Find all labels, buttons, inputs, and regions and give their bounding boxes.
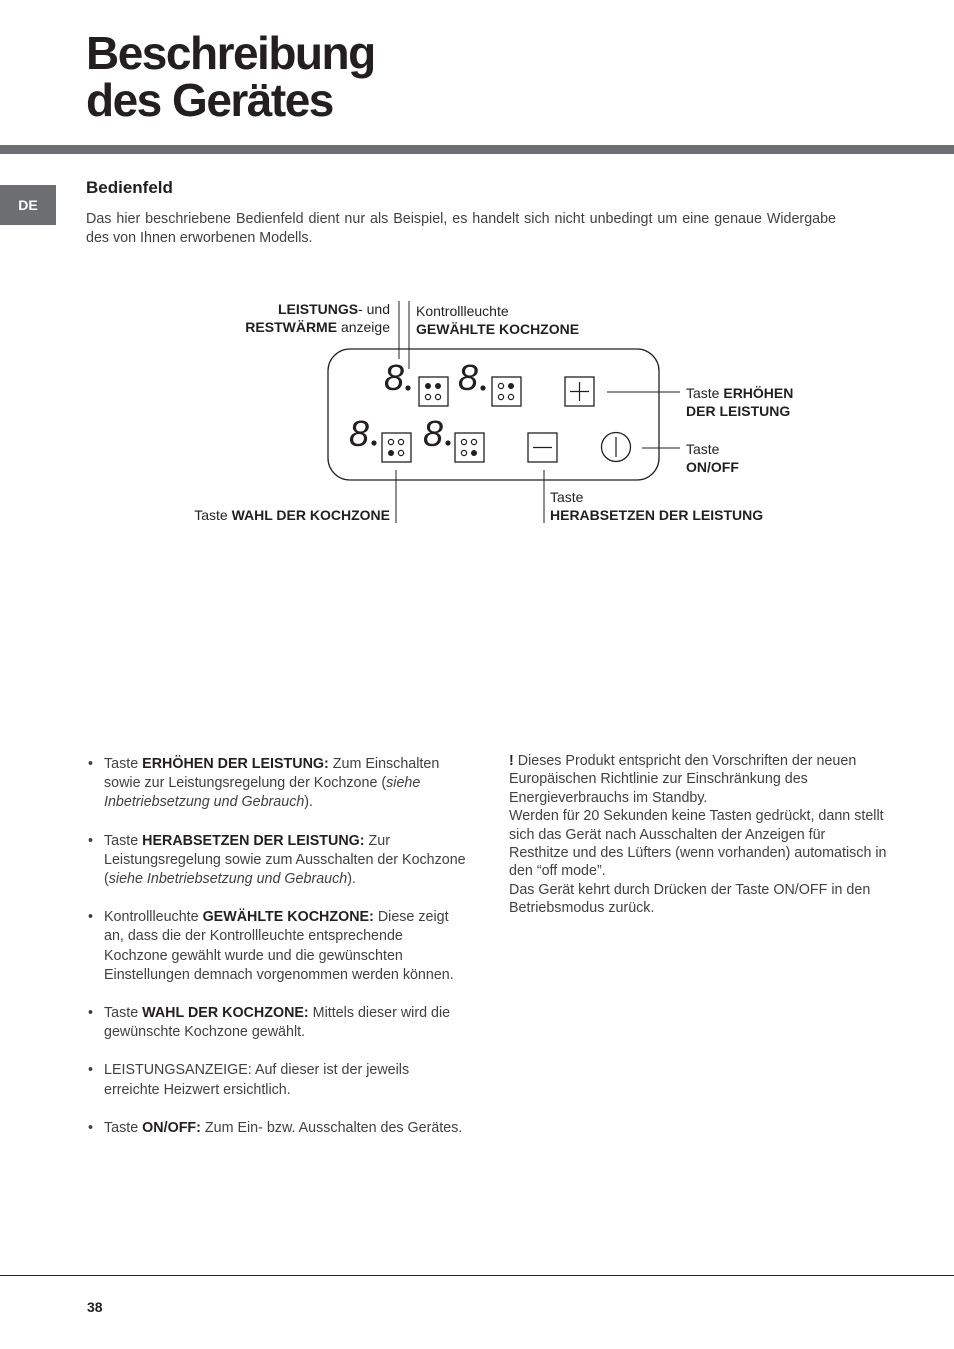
list-item: • Taste ERHÖHEN DER LEISTUNG: Zum Einschalten sowie zur Leistungsregelung der Kochzone (siehe Inbetriebsetzung und Gebrauch). xyxy=(86,755,466,813)
display-dot xyxy=(480,385,485,390)
power-display-4 xyxy=(423,413,451,454)
display-dot xyxy=(405,385,410,390)
label-power-display: LEISTUNGS- und RESTWÄRME anzeige xyxy=(245,301,390,335)
zone-select-button-1[interactable] xyxy=(419,377,448,406)
standby-note xyxy=(509,752,887,918)
display-digit: 8 xyxy=(349,413,370,454)
list-item: • LEISTUNGSANZEIGE: Auf dieser ist der jeweils erreichte Heizwert ersichtlich. xyxy=(86,1061,466,1099)
label-increase-power: Taste ERHÖHEN DER LEISTUNG xyxy=(686,385,794,419)
display-dot xyxy=(371,440,376,445)
power-display-2 xyxy=(458,357,486,398)
list-item: • Taste WAHL DER KOCHZONE: Mittels dieser wird die gewünschte Kochzone gewählt. xyxy=(86,1004,466,1042)
label-decrease-power: Taste HERABSETZEN DER LEISTUNG xyxy=(550,489,764,523)
zone-select-button-4[interactable] xyxy=(455,433,484,462)
label-indicator-light: Kontrollleuchte GEWÄHLTE KOCHZONE xyxy=(416,303,580,337)
label-zone-select: Taste WAHL DER KOCHZONE xyxy=(194,507,390,523)
language-tab: DE xyxy=(0,185,56,225)
display-digit: 8 xyxy=(423,413,444,454)
list-item: • Taste ON/OFF: Zum Ein- bzw. Ausschalten des Gerätes. xyxy=(86,1119,466,1138)
label-on-off: Taste ON/OFF xyxy=(686,441,739,475)
intro-paragraph: Das hier beschriebene Bedienfeld dient nur als Beispiel, es handelt sich nicht unbedingt um eine genaue Widergabe des von Ihnen erworbenen Modells. xyxy=(86,211,836,246)
warning-mark-icon: ! xyxy=(509,753,514,769)
zone-indicator-active-icon xyxy=(508,383,514,389)
note-paragraph: Das Gerät kehrt durch Drücken der Taste ON/OFF in den Betriebsmodus zurück. xyxy=(509,881,871,917)
zone-indicator-active-icon xyxy=(388,450,394,456)
note-paragraph: ! Dieses Produkt entspricht den Vorschriften der neuen Europäischen Richtlinie zur Einschränkung des Energieverbrauchs im Standby. xyxy=(509,753,857,806)
list-item: • Kontrollleuchte GEWÄHLTE KOCHZONE: Diese zeigt an, dass die der Kontrollleuchte entsprechende Kochzone gewählt wurde und die gewünschten Einstellungen demnach vorgenommen werden können. xyxy=(86,908,466,985)
page-number: 38 xyxy=(87,1299,103,1315)
display-dot xyxy=(445,440,450,445)
control-panel-diagram xyxy=(0,0,954,560)
zone-indicator-active-icon xyxy=(471,450,477,456)
list-item: • Taste HERABSETZEN DER LEISTUNG: Zur Leistungsregelung sowie zum Ausschalten der Kochzone (siehe Inbetriebsetzung und Gebrauch). xyxy=(86,832,466,890)
display-digit: 8 xyxy=(384,357,405,398)
note-paragraph: Werden für 20 Sekunden keine Tasten gedrückt, dann stellt sich das Gerät nach Ausschalten der Anzeigen für Resthitze und des Lüfters (wenn vorhanden) automatisch in den “off mode”. xyxy=(509,808,887,880)
zone-select-button-2[interactable] xyxy=(492,377,521,406)
section-title: Bedienfeld xyxy=(86,178,173,197)
zone-select-button-3[interactable] xyxy=(382,433,411,462)
feature-list xyxy=(86,755,466,1157)
increase-power-button[interactable] xyxy=(565,377,594,406)
display-digit: 8 xyxy=(458,357,479,398)
power-display-3 xyxy=(349,413,377,454)
page-title-line1: Beschreibung xyxy=(86,27,375,79)
zone-indicator-active-icon xyxy=(425,383,431,389)
footer-divider xyxy=(0,1275,954,1276)
page-title-line2: des Gerätes xyxy=(86,74,333,126)
power-display-1 xyxy=(384,357,411,398)
decrease-power-button[interactable] xyxy=(528,433,557,462)
on-off-button[interactable] xyxy=(602,433,631,462)
